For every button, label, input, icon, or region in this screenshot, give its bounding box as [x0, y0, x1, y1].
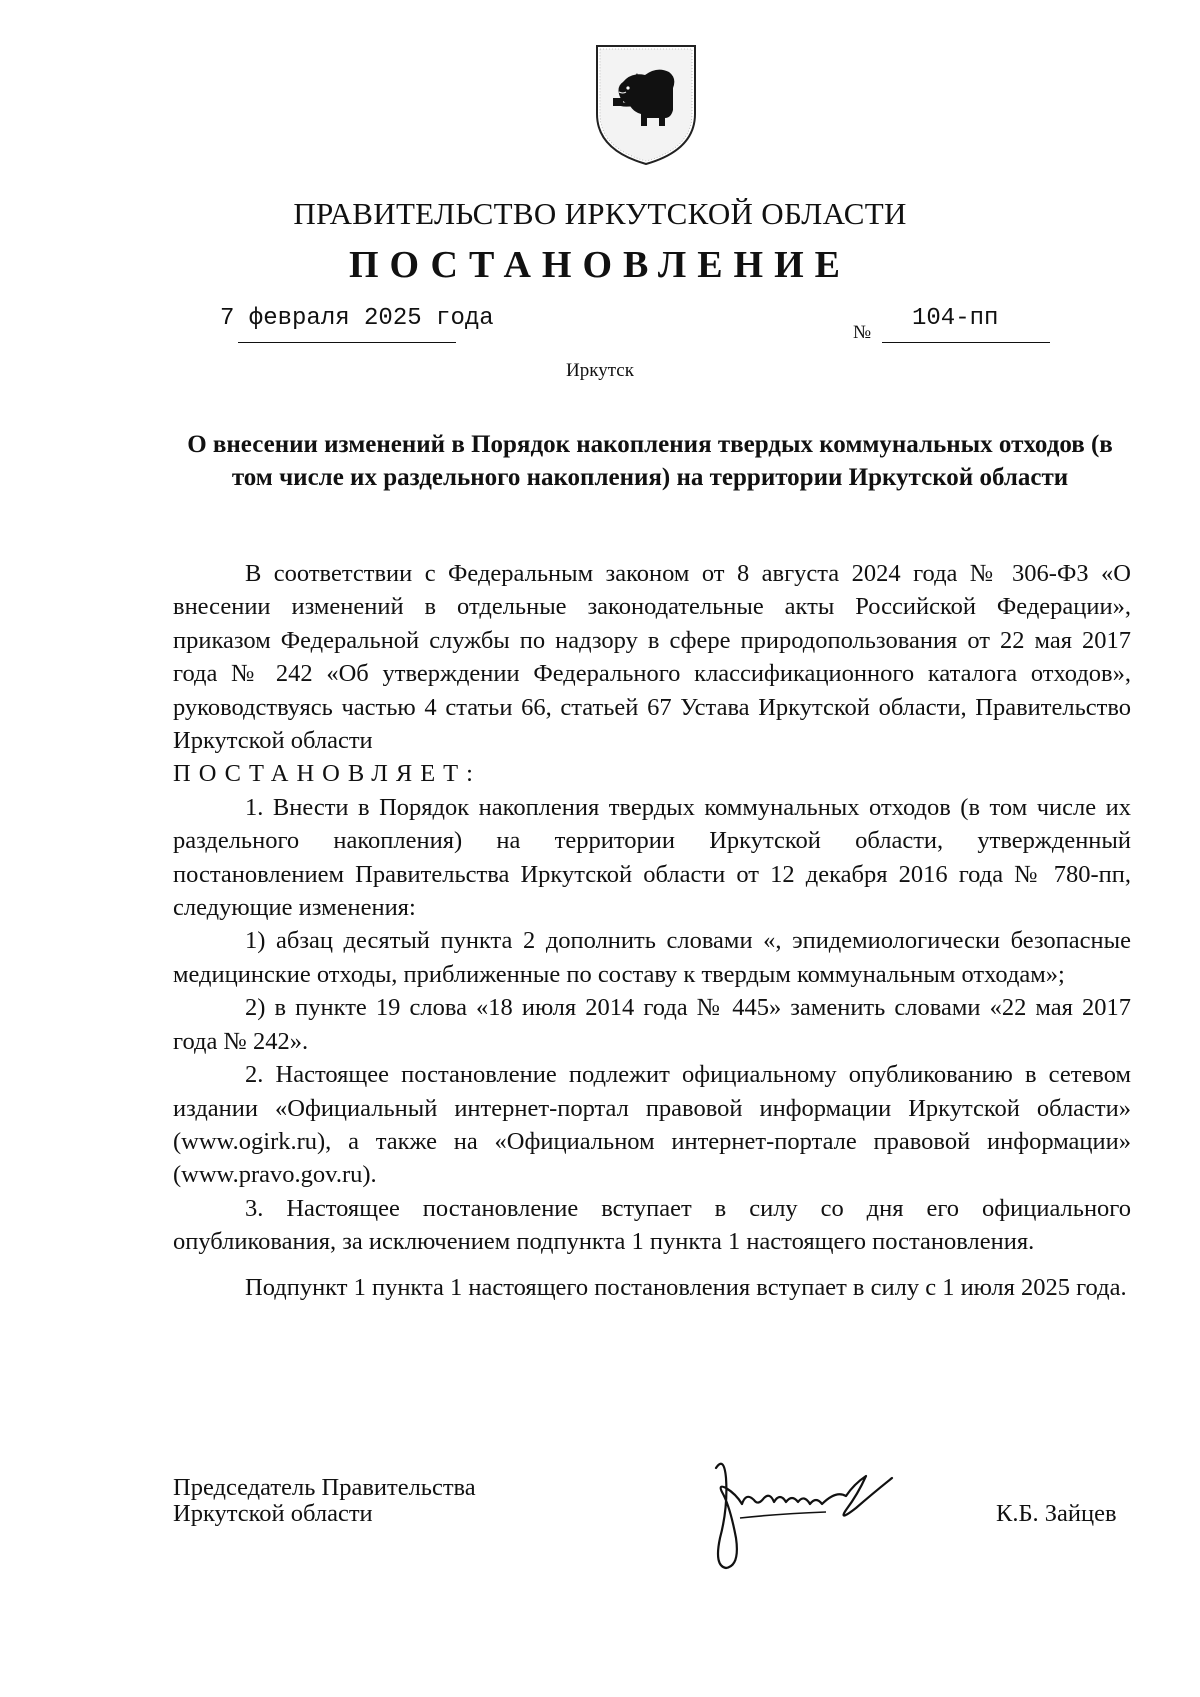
city-name: Иркутск: [566, 360, 634, 381]
clause-3: 3. Настоящее постановление вступает в силу со дня его официального опубликования, за исключением подпункта 1 пункта 1 настоящего постановления.: [173, 1194, 1131, 1256]
subclause-1-1: 1) абзац десятый пункта 2 дополнить словами «, эпидемиологически безопасные медицинские отходы, приближенные по составу к твердым коммунальным отходам»;: [173, 927, 1131, 988]
signatory-name: К.Б. Зайцев: [996, 1500, 1117, 1527]
document-date: 7 февраля 2025 года: [220, 305, 494, 332]
decree-word: ПОСТАНОВЛЯЕТ:: [173, 760, 481, 788]
clause-4: Подпункт 1 пункта 1 настоящего постановления вступает в силу с 1 июля 2025 года.: [245, 1273, 1127, 1301]
coat-of-arms-icon: [593, 42, 699, 168]
preamble-paragraph: В соответствии с Федеральным законом от 8 августа 2024 года № 306-ФЗ «О внесении изменений в отдельные законодательные акты Российской Федерации», приказом Федеральной службы по надзору в сфере природопользования от 22 мая 2017 года № 242 «Об утверждении Федерального классификационного каталога отходов», руководствуясь частью 4 статьи 66, статьей 67 Устава Иркутской области, Правительство Иркутской области: [173, 560, 1131, 755]
signatory-position-line1: Председатель Правительства: [173, 1474, 476, 1501]
clause-2: 2. Настоящее постановление подлежит официальному опубликованию в сетевом издании «Официальный интернет-портал правовой информации Иркутской области» (www.ogirk.ru), а также на «Официальном интернет-портале правовой информации» (www.pravo.gov.ru).: [173, 1061, 1131, 1189]
number-underline: [882, 342, 1050, 343]
government-name: ПРАВИТЕЛЬСТВО ИРКУТСКОЙ ОБЛАСТИ: [293, 196, 907, 231]
document-subject: О внесении изменений в Порядок накопления твердых коммунальных отходов (в том числе их раздельного накопления) на территории Иркутской области: [187, 431, 1113, 491]
handwritten-signature: [696, 1448, 936, 1578]
signatory-position-line2: Иркутской области: [173, 1500, 373, 1527]
clause-1: 1. Внести в Порядок накопления твердых коммунальных отходов (в том числе их раздельного накопления) на территории Иркутской области, утвержденный постановлением Правительства Иркутской области от 12 декабря 2016 года № 780-пп, следующие изменения:: [173, 793, 1131, 922]
subclause-1-2: 2) в пункте 19 слова «18 июля 2014 года № 445» заменить словами «22 мая 2017 года № 242».: [173, 994, 1131, 1055]
document-body: [173, 557, 1131, 1304]
document-type-title: ПОСТАНОВЛЕНИЕ: [348, 244, 852, 286]
number-sign: №: [853, 322, 872, 343]
date-underline: [238, 342, 456, 343]
document-number: 104-пп: [912, 305, 999, 332]
